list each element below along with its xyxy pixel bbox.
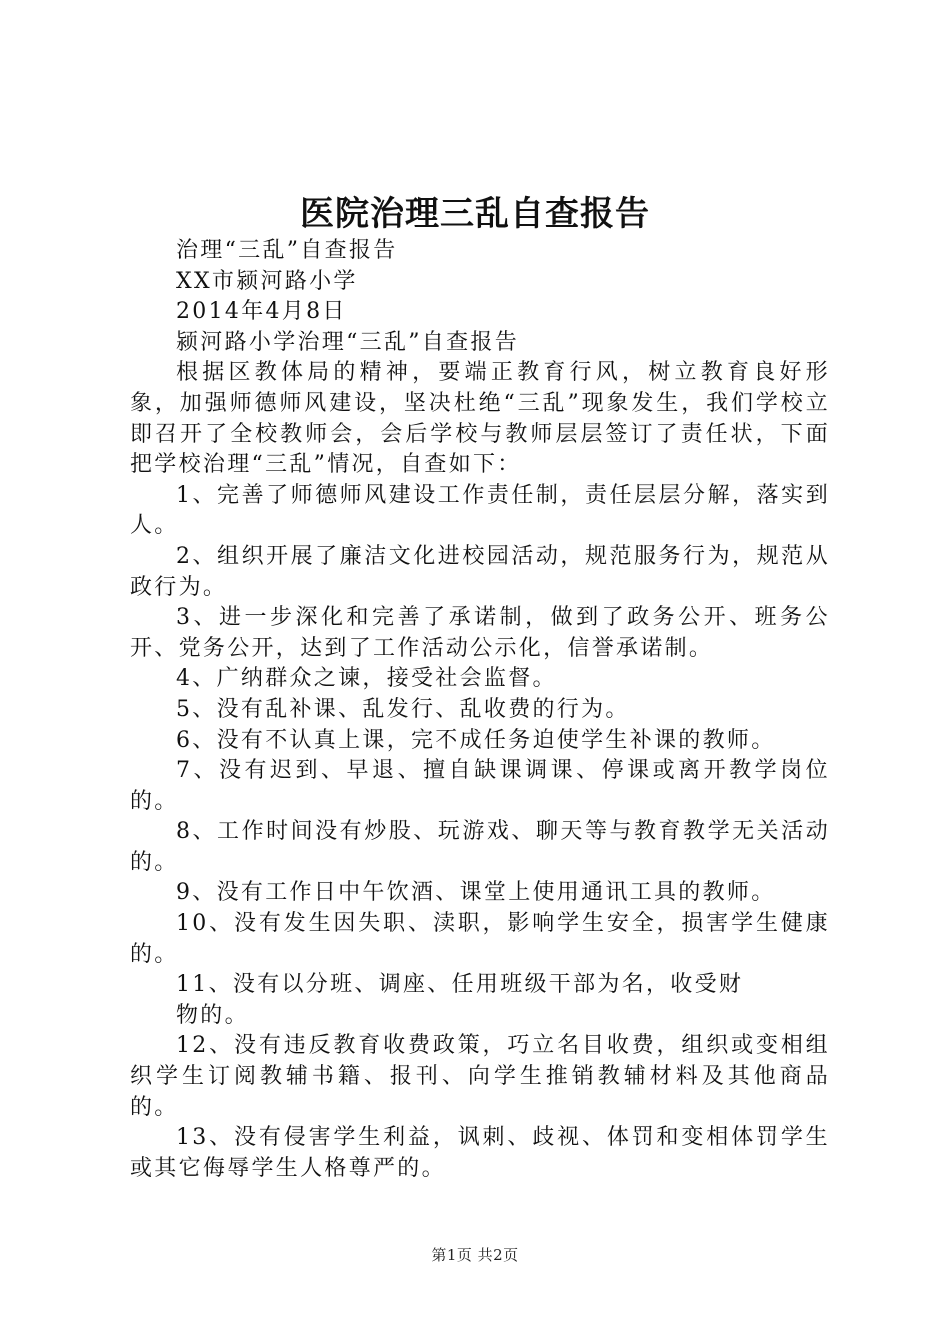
list-item: 11、没有以分班、调座、任用班级干部为名，收受财 (176, 972, 744, 998)
list-item: 3、进一步深化和完善了承诺制，做到了政务公开、班务公开、党务公开，达到了工作活动公示化，信誉承诺制。 (130, 605, 830, 661)
list-item: 12、没有违反教育收费政策，巧立名目收费，组织或变相组织学生订阅教辅书籍、报刊、向学生推销教辅材料及其他商品的。 (130, 1033, 830, 1120)
list-item: 5、没有乱补课、乱发行、乱收费的行为。 (176, 696, 630, 722)
paragraph-intro: 根据区教体局的精神，要端正教育行风，树立教育良好形象，加强师德师风建设，坚决杜绝“三乱”现象发生，我们学校立即召开了全校教师会，会后学校与教师层层签订了责任状，下面把学校治理“三乱”情况，自查如下： (130, 360, 830, 478)
document-title: 医院治理三乱自查报告 (300, 194, 650, 234)
page-footer: 第1页 共2页 (431, 1246, 519, 1264)
document-body (130, 236, 830, 1184)
list-item-continuation: 物的。 (176, 1002, 249, 1028)
paragraph-report-heading: 颍河路小学治理“三乱”自查报告 (176, 329, 519, 355)
list-item: 10、没有发生因失职、渎职，影响学生安全，损害学生健康的。 (130, 911, 830, 967)
list-item: 7、没有迟到、早退、擅自缺课调课、停课或离开教学岗位的。 (130, 758, 830, 814)
paragraph-date: 2014年4月8日 (176, 299, 347, 325)
list-item: 2、组织开展了廉洁文化进校园活动，规范服务行为，规范从政行为。 (130, 543, 830, 600)
paragraph-school: XX市颍河路小学 (176, 268, 358, 294)
list-item: 6、没有不认真上课，完不成任务迫使学生补课的教师。 (176, 727, 776, 753)
paragraph-subtitle: 治理“三乱”自查报告 (176, 238, 398, 263)
list-item: 9、没有工作日中午饮酒、课堂上使用通讯工具的教师。 (176, 880, 776, 906)
list-item: 8、工作时间没有炒股、玩游戏、聊天等与教育教学无关活动的。 (130, 819, 830, 875)
list-item: 1、完善了师德师风建设工作责任制，责任层层分解，落实到人。 (130, 482, 830, 539)
list-item: 13、没有侵害学生利益，讽刺、歧视、体罚和变相体罚学生或其它侮辱学生人格尊严的。 (130, 1125, 830, 1181)
list-item: 4、广纳群众之谏，接受社会监督。 (176, 666, 557, 692)
